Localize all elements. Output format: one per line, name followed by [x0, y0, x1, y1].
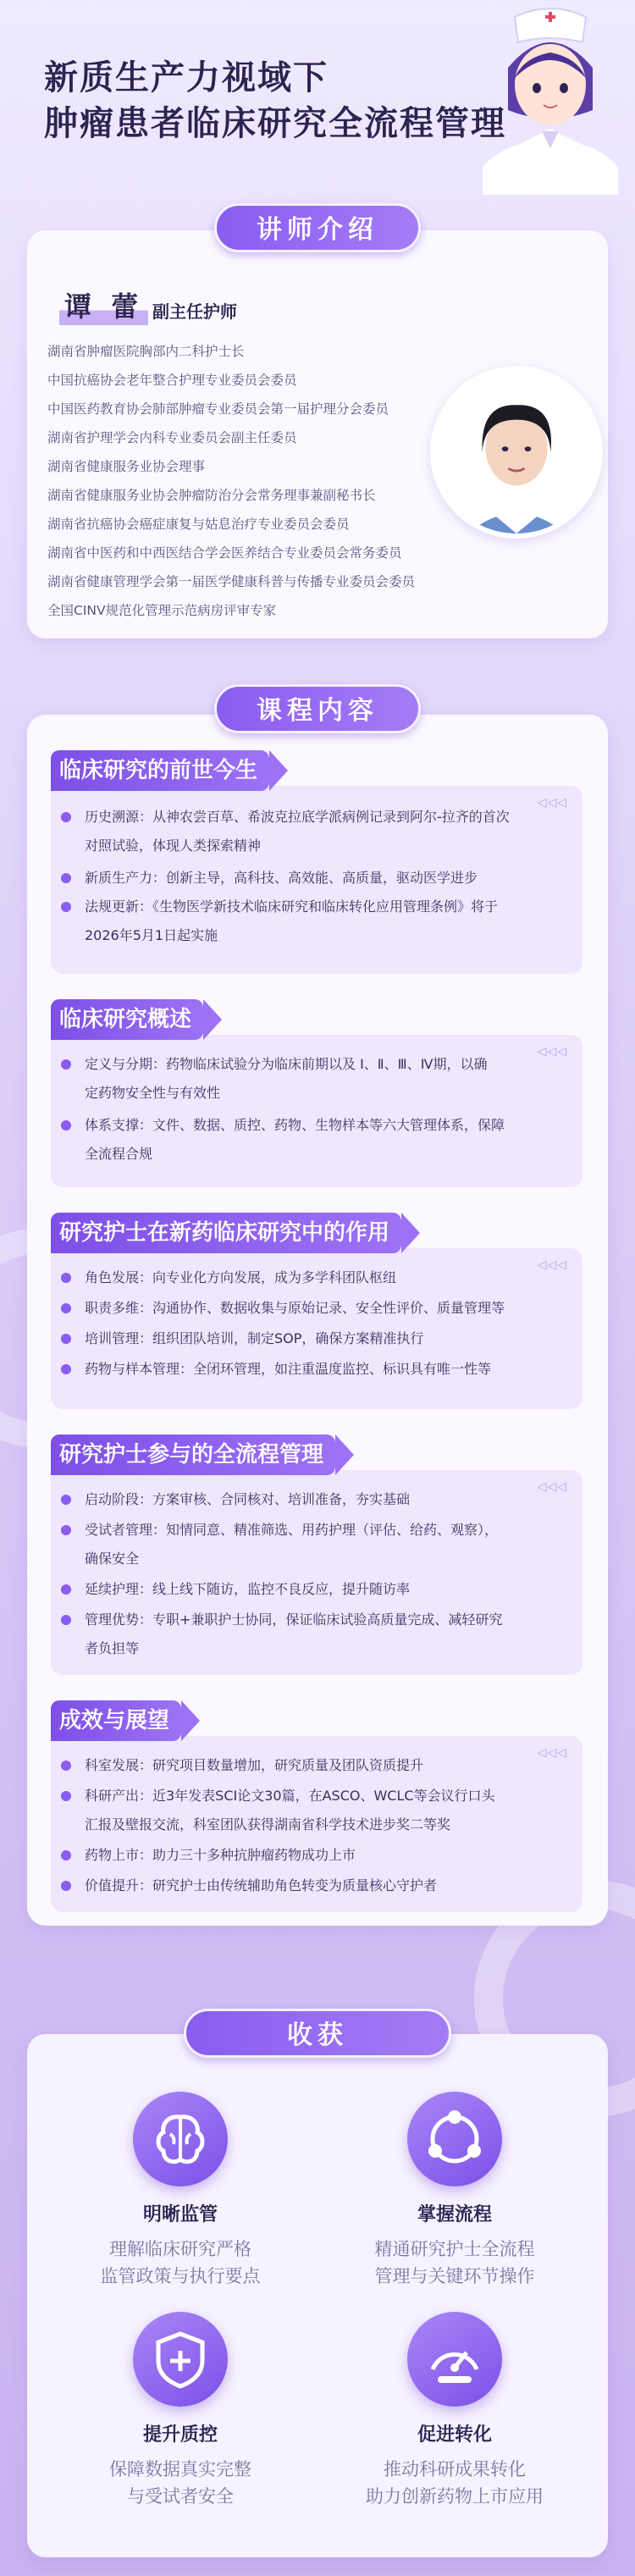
gain-description: 保障数据真实完整 与受试者安全: [109, 2459, 251, 2507]
brain-icon: [133, 2092, 228, 2186]
module-bullet: 受试者管理：知情同意、精准筛选、用药护理（评估、给药、观察）， 确保安全: [61, 1516, 569, 1573]
module-bullet: 职责多维：沟通协作、数据收集与原始记录、安全性评价、质量管理等: [61, 1294, 569, 1323]
speaker-credentials: [47, 337, 445, 625]
credential-item: 湖南省健康服务业协会理事: [47, 459, 206, 474]
speaker-name: 谭 蕾: [59, 288, 148, 325]
module-bullet: 药物上市：助力三十多种抗肿瘤药物成功上市: [61, 1841, 569, 1870]
module-title: 研究护士参与的全流程管理: [51, 1434, 335, 1475]
gain-title: 提升质控: [142, 2424, 218, 2446]
course-module: ◁◁◁ 临床研究的前世今生 历史溯源：从神农尝百草、希波克拉底学派病例记录到阿尔-拉齐的首次 对照试验，体现人类探索精神 新质生产力：创新主导，高科技、高效能、高质量，驱动医学进步 法规更新：《生物医学新技术临床研究和临床转化应用管理条例》将于 2026年5月1日起实施: [51, 750, 583, 974]
module-bullet: 科研产出：近3年发表SCI论文30篇，在ASCO、WCLC等会议行口头 汇报及壁报交流，科室团队获得湖南省科学技术进步奖二等奖: [61, 1782, 569, 1839]
module-bullet: 法规更新：《生物医学新技术临床研究和临床转化应用管理条例》将于 2026年5月1日起实施: [61, 893, 569, 950]
module-bullet: 定义与分期：药物临床试验分为临床前期以及 Ⅰ、Ⅱ、Ⅲ、Ⅳ期，以确 定药物安全性与有效性: [61, 1050, 569, 1108]
nurse-illustration: [483, 0, 618, 195]
module-bullet: 管理优势：专职+兼职护士协同，保证临床试验高质量完成、减轻研究 者负担等: [61, 1606, 569, 1663]
hero-title-line-2: 肿瘤患者临床研究全流程管理: [44, 104, 506, 143]
module-title: 研究护士在新药临床研究中的作用: [51, 1213, 401, 1253]
workflow-icon: [407, 2092, 502, 2186]
credential-item: 湖南省健康服务业协会肿瘤防治分会常务理事兼副秘书长: [47, 488, 376, 503]
module-bullet: 角色发展：向专业化方向发展，成为多学科团队枢纽: [61, 1263, 569, 1292]
speaker-section-heading: 讲师介绍: [214, 203, 421, 252]
credential-item: 中国抗癌协会老年整合护理专业委员会委员: [47, 373, 297, 388]
course-module: ◁◁◁ 研究护士参与的全流程管理 启动阶段：方案审核、合同核对、培训准备，夯实基础 受试者管理：知情同意、精准筛选、用药护理（评估、给药、观察）， 确保安全 延续护理：线上线下随访，监控不良反应，提升随访率 管理优势：专职+兼职护士协同，保证临床试验高质量完成、减轻研究 者负担等: [51, 1434, 583, 1675]
module-bullet: 科室发展：研究项目数量增加，研究质量及团队资质提升: [61, 1751, 569, 1780]
gain-title: 掌握流程: [417, 2204, 492, 2225]
module-bullet: 体系支撑：文件、数据、质控、药物、生物样本等六大管理体系，保障 全流程合规: [61, 1111, 569, 1169]
credential-item: 湖南省肿瘤医院胸部内二科护士长: [47, 344, 245, 359]
gains-section-heading: 收获: [184, 2009, 451, 2058]
module-bullet: 历史溯源：从神农尝百草、希波克拉底学派病例记录到阿尔-拉齐的首次 对照试验，体现人类探索精神: [61, 803, 569, 860]
module-title: 成效与展望: [51, 1700, 181, 1741]
module-bullet: 培训管理：组织团队培训，制定SOP，确保方案精准执行: [61, 1324, 569, 1353]
course-module: ◁◁◁ 研究护士在新药临床研究中的作用 角色发展：向专业化方向发展，成为多学科团队枢纽 职责多维：沟通协作、数据收集与原始记录、安全性评价、质量管理等 培训管理：组织团队培训，制定SOP，确保方案精准执行 药物与样本管理：全闭环管理，如注重温度监控、标识具有唯一性等: [51, 1213, 583, 1409]
credential-item: 湖南省中医药和中西医结合学会医养结合专业委员会常务委员: [47, 545, 402, 561]
module-bullet: 启动阶段：方案审核、合同核对、培训准备，夯实基础: [61, 1485, 569, 1514]
credential-item: 湖南省抗癌协会癌症康复与姑息治疗专业委员会委员: [47, 517, 350, 532]
module-title: 临床研究概述: [51, 999, 203, 1040]
speaker-photo: [430, 366, 603, 539]
course-section-heading: 课程内容: [214, 684, 421, 733]
module-title: 临床研究的前世今生: [51, 750, 269, 791]
module-bullet: 价值提升：研究护士由传统辅助角色转变为质量核心守护者: [61, 1871, 569, 1900]
credential-item: 中国医药教育协会肺部肿瘤专业委员会第一届护理分会委员: [47, 401, 389, 417]
credential-item: 全国CINV规范化管理示范病房评审专家: [47, 603, 277, 618]
module-bullet: 药物与样本管理：全闭环管理，如注重温度监控、标识具有唯一性等: [61, 1355, 569, 1384]
gain-description: 精通研究护士全流程 管理与关键环节操作: [374, 2239, 535, 2286]
course-module: ◁◁◁ 成效与展望 科室发展：研究项目数量增加，研究质量及团队资质提升 科研产出：近3年发表SCI论文30篇，在ASCO、WCLC等会议行口头 汇报及壁报交流，科室团队获得湖南省科学技术进步奖二等奖 药物上市：助力三十多种抗肿瘤药物成功上市 价值提升：研究护士由传统辅助角色转变为质量核心守护者: [51, 1700, 583, 1912]
course-module: ◁◁◁ 临床研究概述 定义与分期：药物临床试验分为临床前期以及 Ⅰ、Ⅱ、Ⅲ、Ⅳ期，以确 定药物安全性与有效性 体系支撑：文件、数据、质控、药物、生物样本等六大管理体系，保障 全流程合规: [51, 999, 583, 1187]
hero-title-line-1: 新质生产力视域下: [44, 58, 329, 97]
gain-description: 理解临床研究严格 监管政策与执行要点: [100, 2239, 261, 2286]
module-bullet: 新质生产力：创新主导，高科技、高效能、高质量，驱动医学进步: [61, 864, 569, 893]
credential-item: 湖南省健康管理学会第一届医学健康科普与传播专业委员会委员: [47, 574, 416, 589]
shield-plus-icon: [133, 2312, 228, 2407]
hero-banner: [0, 0, 635, 220]
gain-description: 推动科研成果转化 助力创新药物上市应用: [366, 2459, 544, 2507]
module-bullet: 延续护理：线上线下随访，监控不良反应，提升随访率: [61, 1575, 569, 1604]
credential-item: 湖南省护理学会内科专业委员会副主任委员: [47, 430, 297, 445]
gain-title: 明晰监管: [142, 2204, 218, 2225]
gain-title: 促进转化: [417, 2424, 492, 2446]
gauge-icon: [407, 2312, 502, 2407]
speaker-role: 副主任护师: [152, 301, 237, 322]
